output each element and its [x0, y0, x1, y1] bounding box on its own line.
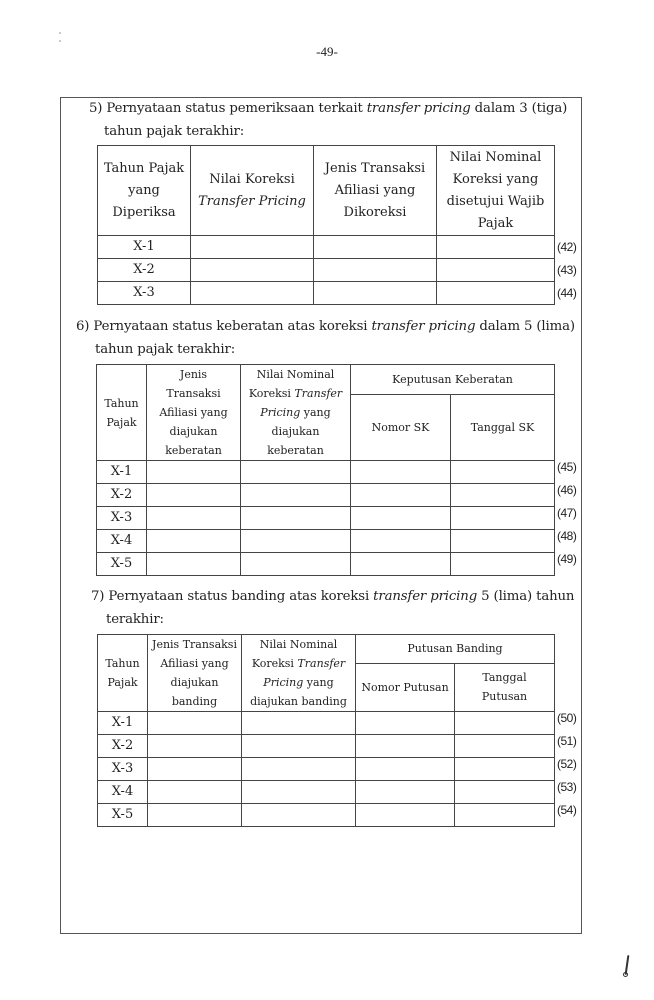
header-line: Diperiksa [112, 204, 176, 220]
field-ref-number: (53) [557, 780, 577, 794]
header-tanggal-putusan [455, 663, 555, 711]
input-cell[interactable] [356, 735, 455, 758]
input-cell[interactable] [148, 781, 242, 804]
header-group-putusan-banding: Putusan Banding [356, 635, 555, 664]
header-nomor-putusan: Nomor Putusan [356, 663, 455, 711]
input-cell[interactable] [147, 507, 241, 530]
input-cell[interactable] [356, 758, 455, 781]
heading-text: 5 (lima) tahun [477, 589, 575, 604]
header-tahun-pajak [98, 635, 148, 712]
input-cell[interactable] [356, 712, 455, 735]
table-row [98, 758, 555, 781]
header-line: Dikoreksi [343, 204, 407, 220]
header-line: Jenis [179, 368, 208, 381]
scan-speck [59, 32, 61, 34]
input-cell[interactable] [191, 259, 314, 282]
header-italic: Transfer [297, 657, 346, 670]
table-row [97, 530, 555, 553]
header-nilai-nominal [241, 365, 351, 461]
header-line: Nilai Koreksi [209, 171, 295, 187]
header-line: Tahun [104, 396, 139, 410]
input-cell[interactable] [241, 507, 351, 530]
table-row [98, 236, 555, 259]
header-italic: Pricing [260, 406, 301, 419]
heading-text: 5) Pernyataan status pemeriksaan terkait [89, 101, 367, 116]
header-line: keberatan [165, 444, 222, 457]
input-cell[interactable] [351, 484, 451, 507]
header-line: disetujui Wajib [446, 193, 545, 209]
header-line: keberatan [267, 444, 324, 457]
header-line: Pajak [107, 676, 138, 689]
input-cell[interactable] [437, 236, 555, 259]
input-cell[interactable] [147, 484, 241, 507]
header-italic: Transfer Pricing [198, 193, 306, 209]
header-line: Tahun Pajak [103, 160, 185, 176]
section-7-heading-line2: terakhir: [106, 612, 164, 627]
section-6-table [96, 364, 555, 576]
header-line: diajukan [271, 425, 320, 438]
input-cell[interactable] [356, 804, 455, 827]
header-line: yang [303, 676, 334, 689]
header-line: Koreksi [251, 657, 298, 670]
input-cell[interactable] [455, 804, 555, 827]
input-cell[interactable] [455, 781, 555, 804]
table-header-row [98, 635, 555, 664]
input-cell[interactable] [451, 530, 555, 553]
header-line: Nilai Nominal [449, 149, 542, 165]
input-cell[interactable] [451, 553, 555, 576]
header-tahun-pajak [98, 146, 191, 236]
field-ref-number: (43) [557, 263, 577, 277]
input-cell[interactable] [241, 484, 351, 507]
input-cell[interactable] [437, 282, 555, 305]
field-ref-number: (54) [557, 803, 577, 817]
row-label: X-2 [98, 259, 191, 282]
page-number: -49- [316, 44, 338, 59]
input-cell[interactable] [191, 282, 314, 305]
row-label: X-2 [98, 735, 148, 758]
section-5-table [97, 145, 555, 305]
header-line: diajukan [170, 676, 219, 689]
field-ref-number: (52) [557, 757, 577, 771]
header-line: Nilai Nominal [256, 368, 335, 381]
header-line: banding [171, 695, 218, 708]
input-cell[interactable] [148, 712, 242, 735]
input-cell[interactable] [314, 259, 437, 282]
heading-italic-term: transfer pricing [371, 319, 476, 334]
header-line: Jenis Transaksi [324, 160, 426, 176]
header-line: Pajak [477, 215, 514, 231]
input-cell[interactable] [242, 735, 356, 758]
input-cell[interactable] [148, 735, 242, 758]
section-5-heading [89, 97, 567, 121]
header-nilai-nominal [437, 146, 555, 236]
header-nomor-sk: Nomor SK [351, 394, 451, 460]
row-label: X-4 [98, 781, 148, 804]
heading-text: 7) Pernyataan status banding atas koreksi [91, 589, 374, 604]
input-cell[interactable] [241, 530, 351, 553]
input-cell[interactable] [351, 461, 451, 484]
input-cell[interactable] [147, 461, 241, 484]
field-ref-number: (51) [557, 734, 577, 748]
input-cell[interactable] [451, 484, 555, 507]
input-cell[interactable] [241, 553, 351, 576]
input-cell[interactable] [437, 259, 555, 282]
row-label: X-4 [97, 530, 147, 553]
header-jenis-transaksi [148, 635, 242, 712]
row-label: X-2 [97, 484, 147, 507]
header-jenis-transaksi [147, 365, 241, 461]
section-6-heading [76, 315, 575, 339]
input-cell[interactable] [147, 530, 241, 553]
heading-text: dalam 5 (lima) [475, 319, 575, 334]
table-row [98, 712, 555, 735]
header-line: Jenis Transaksi [152, 638, 237, 651]
header-line: diajukan banding [250, 695, 347, 708]
table-row [98, 781, 555, 804]
input-cell[interactable] [451, 461, 555, 484]
section-6-heading-line2: tahun pajak terakhir: [95, 342, 236, 357]
input-cell[interactable] [148, 758, 242, 781]
header-line: Transaksi [166, 387, 221, 400]
header-tahun-pajak [97, 365, 147, 461]
field-ref-number: (47) [557, 506, 577, 520]
input-cell[interactable] [314, 282, 437, 305]
header-line: yang [128, 182, 160, 198]
field-ref-number: (49) [557, 552, 577, 566]
header-group-keputusan-keberatan: Keputusan Keberatan [351, 365, 555, 395]
table-row [97, 553, 555, 576]
section-7-table [97, 634, 555, 827]
field-ref-number: (42) [557, 240, 577, 254]
header-italic: Pricing [263, 676, 304, 689]
input-cell[interactable] [455, 735, 555, 758]
row-label: X-1 [98, 712, 148, 735]
row-label: X-3 [97, 507, 147, 530]
input-cell[interactable] [351, 507, 451, 530]
table-row [98, 282, 555, 305]
heading-italic-term: transfer pricing [366, 101, 471, 116]
input-cell[interactable] [147, 553, 241, 576]
field-ref-number: (48) [557, 529, 577, 543]
header-line: Putusan [481, 690, 528, 704]
heading-italic-term: transfer pricing [373, 589, 478, 604]
input-cell[interactable] [242, 758, 356, 781]
heading-text: dalam 3 (tiga) [470, 101, 568, 116]
header-line: yang [300, 406, 331, 419]
row-label: X-1 [97, 461, 147, 484]
section-7-heading [91, 585, 574, 609]
table-row [98, 259, 555, 282]
input-cell[interactable] [351, 553, 451, 576]
input-cell[interactable] [242, 712, 356, 735]
input-cell[interactable] [148, 804, 242, 827]
row-label: X-3 [98, 282, 191, 305]
heading-text: 6) Pernyataan status keberatan atas koreksi [76, 319, 372, 334]
header-line: Afiliasi yang [160, 657, 229, 670]
header-line: Tanggal [482, 671, 527, 685]
table-header-row [97, 365, 555, 395]
table-row [97, 484, 555, 507]
header-italic: Transfer [294, 387, 343, 400]
header-line: Nilai Nominal [259, 638, 338, 651]
input-cell[interactable] [241, 461, 351, 484]
header-line: Afiliasi yang [334, 182, 416, 198]
input-cell[interactable] [351, 530, 451, 553]
table-row [98, 735, 555, 758]
handwritten-initial-dot [623, 972, 628, 977]
header-line: Tahun [105, 657, 140, 670]
input-cell[interactable] [314, 236, 437, 259]
input-cell[interactable] [356, 781, 455, 804]
field-ref-number: (44) [557, 286, 577, 300]
input-cell[interactable] [451, 507, 555, 530]
table-row [97, 507, 555, 530]
row-label: X-3 [98, 758, 148, 781]
row-label: X-5 [97, 553, 147, 576]
input-cell[interactable] [191, 236, 314, 259]
table-row [98, 804, 555, 827]
header-nilai-nominal [242, 635, 356, 712]
input-cell[interactable] [455, 758, 555, 781]
header-line: Pajak [106, 415, 137, 429]
section-5-heading-line2: tahun pajak terakhir: [104, 124, 245, 139]
field-ref-number: (50) [557, 711, 577, 725]
table-header-row [98, 146, 555, 236]
field-ref-number: (45) [557, 460, 577, 474]
input-cell[interactable] [455, 712, 555, 735]
header-line: Koreksi [248, 387, 295, 400]
header-line: diajukan [169, 425, 218, 438]
input-cell[interactable] [242, 804, 356, 827]
header-jenis-transaksi [314, 146, 437, 236]
header-tanggal-sk: Tanggal SK [451, 394, 555, 460]
input-cell[interactable] [242, 781, 356, 804]
field-ref-number: (46) [557, 483, 577, 497]
row-label: X-1 [98, 236, 191, 259]
header-nilai-koreksi [191, 146, 314, 236]
header-line: Afiliasi yang [159, 406, 228, 419]
scan-speck [59, 40, 61, 42]
row-label: X-5 [98, 804, 148, 827]
table-row [97, 461, 555, 484]
header-line: Koreksi yang [452, 171, 539, 187]
